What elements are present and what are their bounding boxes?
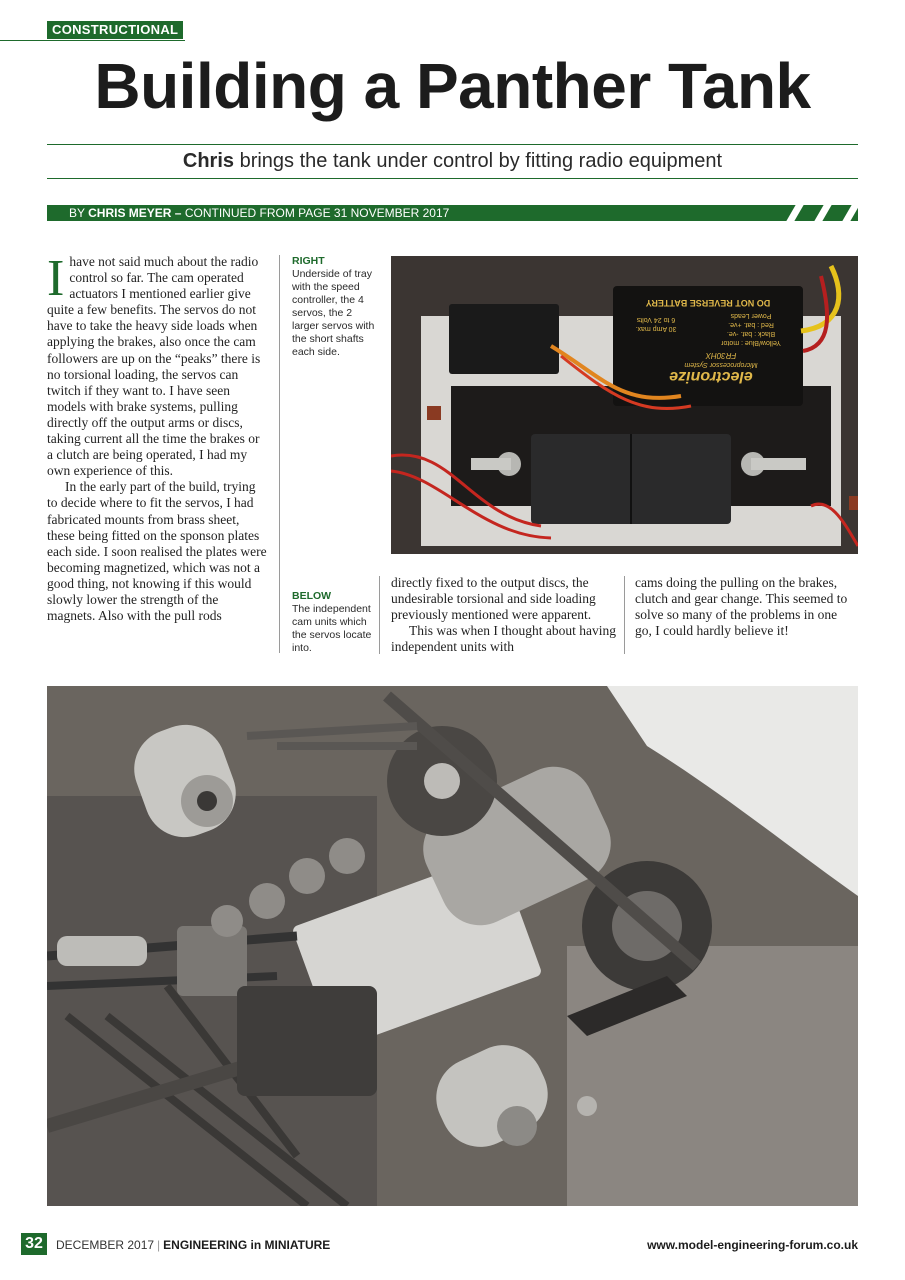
column-divider bbox=[624, 576, 625, 654]
subtitle-text: brings the tank under control by fitting radio equipment bbox=[234, 150, 723, 172]
controller-label: Red : bat. +ve. bbox=[728, 321, 774, 328]
subtitle-rule-bottom bbox=[47, 178, 858, 179]
paragraph-text: have not said much about the radio control so far. The cam operated actuators I mentioned earlier give quite a few benefits. The servos do not have to take the heavy side loads when applying the brakes, also once the cam followers are up on the “peaks” there is no torsional loading, the servos can twitch if they want to. I have seen models with brake systems, pulling directly off the output arms or discs, taking current all the time the brakes or a clutch are being operated, I had my own experience of this. bbox=[47, 254, 261, 479]
caption-text: Underside of tray with the speed controller, the 4 servos, the 2 larger servos with the short shafts each side. bbox=[292, 268, 375, 358]
subtitle-rule-top bbox=[47, 144, 858, 145]
caption-text: The independent cam units which the servos locate into. bbox=[292, 603, 372, 654]
controller-label: 6 to 24 Volts bbox=[636, 316, 676, 323]
controller-label: Microprocessor System bbox=[684, 361, 758, 368]
section-rule bbox=[0, 40, 185, 41]
controller-label: Black : bat. -ve. bbox=[726, 330, 776, 337]
byline bbox=[69, 205, 449, 221]
page-number: 32 bbox=[21, 1233, 47, 1255]
byline-stripe bbox=[814, 205, 831, 221]
article-subtitle bbox=[47, 146, 858, 176]
column-divider bbox=[279, 255, 280, 653]
controller-brand-logo: electronize bbox=[669, 368, 753, 385]
byline-prefix: BY bbox=[69, 206, 89, 220]
column-divider bbox=[379, 576, 380, 654]
body-column-3 bbox=[391, 575, 616, 655]
photo-servo-tray bbox=[391, 256, 858, 554]
cam-unit bbox=[57, 936, 147, 966]
byline-continued: CONTINUED FROM PAGE 31 NOVEMBER 2017 bbox=[181, 206, 450, 220]
byline-author: CHRIS MEYER – bbox=[88, 206, 182, 220]
caption-right bbox=[292, 255, 376, 359]
controller-warning: DO NOT REVERSE BATTERY bbox=[645, 298, 771, 308]
article-title: Building a Panther Tank bbox=[94, 50, 811, 122]
byline-stripe bbox=[786, 205, 803, 221]
subtitle-name: Chris bbox=[182, 150, 235, 172]
paragraph bbox=[47, 250, 267, 479]
paragraph: cams doing the pulling on the brakes, clutch and gear change. This seemed to solve so many of the problems in one go, I could hardly believe it! bbox=[635, 575, 848, 639]
controller-label: 30 Amp max. bbox=[635, 325, 677, 332]
byline-stripe bbox=[842, 205, 859, 221]
footer-issue bbox=[56, 1238, 330, 1252]
caption-below bbox=[292, 590, 376, 655]
footer-magazine: ENGINEERING in MINIATURE bbox=[163, 1238, 331, 1252]
footer-date: DECEMBER 2017 bbox=[56, 1238, 155, 1252]
paragraph: directly fixed to the output discs, the undesirable torsional and side loading previously mentioned were apparent. bbox=[391, 575, 596, 623]
paragraph: This was when I thought about having independent units with bbox=[391, 623, 616, 655]
footer-url[interactable]: www.model-engineering-forum.co.uk bbox=[647, 1238, 858, 1252]
controller-label: FR30HX bbox=[705, 351, 737, 360]
controller-label: Yellow/Blue : motor bbox=[721, 339, 781, 346]
cam-unit bbox=[237, 986, 377, 1096]
drop-cap: I bbox=[47, 250, 65, 307]
footer-separator: | bbox=[157, 1238, 161, 1252]
controller-label: Power Leads bbox=[730, 312, 772, 319]
caption-heading: BELOW bbox=[292, 590, 332, 602]
section-tag: CONSTRUCTIONAL bbox=[47, 21, 183, 39]
cam-unit bbox=[177, 926, 247, 996]
byline-bar bbox=[47, 205, 858, 221]
photo-cam-units bbox=[47, 686, 858, 1206]
body-column-1 bbox=[47, 250, 267, 624]
paragraph: In the early part of the build, trying to decide where to fit the servos, I had fabricated mounts from brass sheet, these being fitted on the sponson plates each side. I soon realised the plates were becoming magnetized, which was not a good thing, not knowing if this would slowly lower the strength of the magnets. Also with the pull rods bbox=[47, 479, 267, 624]
servo-tray-illustration bbox=[391, 256, 858, 554]
servo bbox=[449, 304, 559, 374]
body-column-4 bbox=[635, 575, 857, 639]
caption-heading: RIGHT bbox=[292, 255, 325, 267]
cam-units-illustration bbox=[47, 686, 858, 1206]
